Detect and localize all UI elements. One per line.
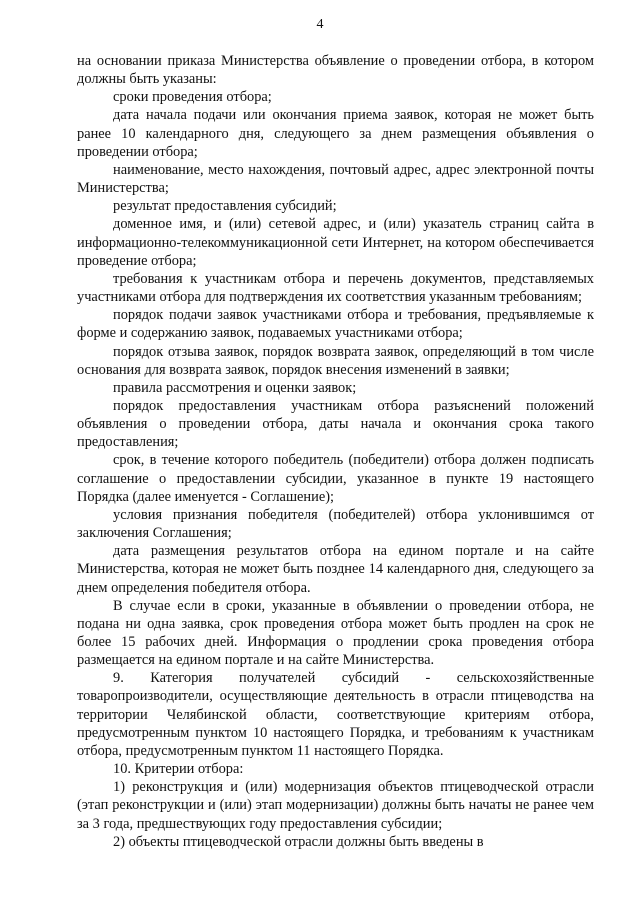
paragraph-participant-requirements: требования к участникам отбора и перечень документов, представляемых участниками отбора для подтверждения их соответствия указанным требованиям; [77,270,594,306]
paragraph-item-9: 9. Категория получателей субсидий - сельскохозяйственные товаропроизводители, осуществляющие деятельность в отрасли птицеводства на территории Челябинской области, соответствующие критериям отбора, предусмотренным пунктом 10 настоящего Порядка, и требованиям к участникам отбора, предусмотренным пунктом 11 настоящего Порядка. [77,670,594,759]
paragraph-extension: В случае если в сроки, указанные в объявлении о проведении отбора, не подана ни одна заявка, срок проведения отбора может быть продлен на срок не более 15 рабочих дней. Информация о продлении срока проведения отбора размещается на едином портале и на сайте Министерства. [77,597,594,669]
paragraph-agreement-deadline: срок, в течение которого победитель (победители) отбора должен подписать соглашение о предоставлении субсидии, указанное в пункте 19 настоящего Порядка (далее именуется - Соглашение); [77,452,594,505]
paragraph-clarifications: порядок предоставления участникам отбора разъяснений положений объявления о проведении отбора, даты начала и окончания срока такого предоставления; [77,397,594,451]
paragraph-website-address: доменное имя, и (или) сетевой адрес, и (или) указатель страниц сайта в информационно-телекоммуникационной сети Интернет, на котором обеспечивается проведение отбора; [77,216,594,269]
paragraph-announcement-intro: на основании приказа Министерства объявление о проведении отбора, в котором должны быть указаны: [77,53,594,88]
page-number: 4 [316,17,324,32]
paragraph-selection-dates: сроки проведения отбора; [113,89,272,106]
paragraph-ministry-contacts: наименование, место нахождения, почтовый адрес, адрес электронной почты Министерства; [77,161,594,197]
paragraph-results-publication: дата размещения результатов отбора на едином портале и на сайте Министерства, которая не может быть позднее 14 календарного дня, следующего за днем определения победителя отбора. [77,543,594,596]
paragraph-criterion-2: 2) объекты птицеводческой отрасли должны быть введены в [113,833,484,850]
paragraph-application-dates: дата начала подачи или окончания приема заявок, которая не может быть ранее 10 календарного дня, следующего за днем размещения объявления о проведении отбора; [77,107,594,160]
document-body [77,52,594,851]
paragraph-subsidy-result: результат предоставления субсидий; [113,198,337,215]
paragraph-criterion-1: 1) реконструкция и (или) модернизация объектов птицеводческой отрасли (этап реконструкции и (или) этап модернизации) должны быть начаты не ранее чем за 3 года, предшествующих году предоставления субсидии; [77,779,594,832]
paragraph-item-10: 10. Критерии отбора: [113,761,244,778]
paragraph-evaluation-rules: правила рассмотрения и оценки заявок; [113,379,357,396]
paragraph-withdrawal-procedure: порядок отзыва заявок, порядок возврата заявок, определяющий в том числе основания для возврата заявок, порядок внесения изменений в заявки; [77,343,594,378]
paragraph-application-procedure: порядок подачи заявок участниками отбора и требования, предъявляемые к форме и содержанию заявок, подаваемых участниками отбора; [77,307,594,342]
paragraph-evasion-conditions: условия признания победителя (победителей) отбора уклонившимся от заключения Соглашения; [77,506,594,542]
